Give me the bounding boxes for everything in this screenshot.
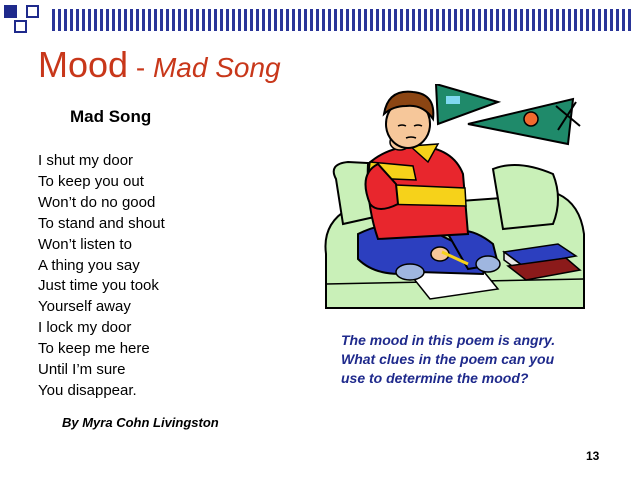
header-square-outline-top: [26, 5, 39, 18]
poem-title: Mad Song: [70, 107, 152, 126]
slide-title: [38, 44, 281, 86]
poem-lines: [38, 151, 165, 402]
poem-line: To stand and shout: [38, 214, 165, 232]
poem-line: To keep you out: [38, 172, 144, 190]
poem-line: A thing you say: [38, 256, 140, 274]
page-number: 13: [586, 449, 600, 463]
header-square-dark: [4, 5, 17, 18]
poem-line: I lock my door: [38, 319, 132, 337]
poem-line: Yourself away: [38, 298, 131, 316]
poem-line: Just time you took: [38, 277, 159, 295]
pennant-small: [436, 84, 498, 124]
title-separator: -: [128, 52, 153, 83]
title-main: Mood: [38, 44, 129, 85]
poem-line: To keep me here: [38, 340, 150, 358]
poem-author: By Myra Cohn Livingston: [62, 415, 219, 430]
title-sub: Mad Song: [152, 52, 281, 83]
poem-line: Won’t listen to: [38, 235, 132, 253]
header-square-outline-bottom: [14, 20, 27, 33]
boy: [358, 92, 500, 280]
mood-question: The mood in this poem is angry. What clues in the poem can you use to determine the mood?: [341, 332, 556, 386]
poem-line: Won’t do no good: [38, 193, 156, 211]
poem-line: You disappear.: [38, 381, 137, 399]
header-hatch-bar: [52, 9, 632, 31]
sulking-boy-clipart-icon: [318, 84, 588, 314]
poem-line: I shut my door: [38, 152, 134, 169]
poem-line: Until I’m sure: [38, 361, 126, 379]
